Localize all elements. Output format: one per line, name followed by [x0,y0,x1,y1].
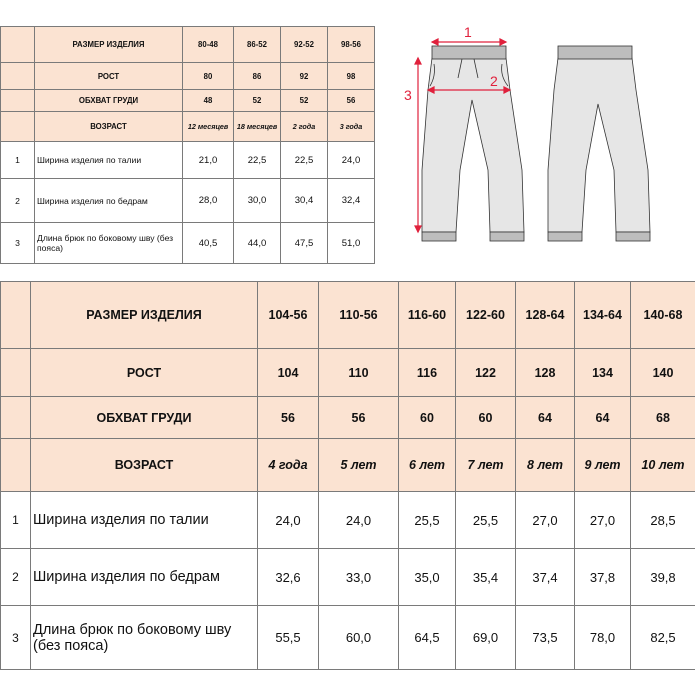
pants-back-view [548,46,650,241]
header-label: ОБХВАТ ГРУДИ [31,397,258,439]
row-value: 35,4 [456,549,516,606]
header-row-chest [1,397,695,439]
corner-cell [1,282,31,349]
row-value: 32,4 [328,179,375,223]
row-name: Ширина изделия по бедрам [31,549,258,606]
header-value: 3 года [328,112,375,142]
size-table-large [0,281,695,670]
row-name: Длина брюк по боковому шву (без пояса) [35,223,183,264]
row-value: 24,0 [328,142,375,179]
header-value: 4 года [258,439,319,492]
row-value: 37,8 [575,549,631,606]
row-name: Ширина изделия по талии [35,142,183,179]
header-label: ОБХВАТ ГРУДИ [35,90,183,112]
row-value: 25,5 [399,492,456,549]
pants-front-view [422,46,524,241]
row-value: 69,0 [456,606,516,670]
header-value: 122-60 [456,282,516,349]
header-value: 52 [234,90,281,112]
pants-measurement-diagram [398,20,688,260]
waistband-front [432,46,506,59]
corner-cell [1,27,35,63]
header-label: ВОЗРАСТ [35,112,183,142]
row-value: 24,0 [319,492,399,549]
header-value: 110-56 [319,282,399,349]
header-value: 86-52 [234,27,281,63]
row-value: 22,5 [281,142,328,179]
size-table-small [0,26,375,264]
header-value: 10 лет [631,439,695,492]
header-row-height [1,63,375,90]
header-value: 12 месяцев [183,112,234,142]
header-value: 64 [516,397,575,439]
corner-cell [1,349,31,397]
row-value: 21,0 [183,142,234,179]
header-value: 122 [456,349,516,397]
cuff-right-back [616,232,650,241]
header-value: 56 [328,90,375,112]
header-value: 8 лет [516,439,575,492]
corner-cell [1,397,31,439]
cuff-left-front [422,232,456,241]
header-value: 56 [258,397,319,439]
cuff-left-back [548,232,582,241]
pants-front-body [422,58,524,232]
row-value: 28,5 [631,492,695,549]
header-label: РАЗМЕР ИЗДЕЛИЯ [35,27,183,63]
row-value: 32,6 [258,549,319,606]
header-value: 116-60 [399,282,456,349]
header-label: РАЗМЕР ИЗДЕЛИЯ [31,282,258,349]
header-value: 128 [516,349,575,397]
row-name: Ширина изделия по талии [31,492,258,549]
measure-label-length: 3 [404,87,412,103]
arrow-head [415,226,421,232]
header-value: 110 [319,349,399,397]
header-value: 92 [281,63,328,90]
row-value: 30,0 [234,179,281,223]
pants-back-body [548,58,650,232]
waistband-back [558,46,632,59]
header-value: 134 [575,349,631,397]
arrow-head [415,58,421,64]
header-label: ВОЗРАСТ [31,439,258,492]
table-row [1,223,375,264]
header-value: 98 [328,63,375,90]
header-value: 92-52 [281,27,328,63]
header-value: 5 лет [319,439,399,492]
row-value: 33,0 [319,549,399,606]
header-row-chest [1,90,375,112]
header-value: 52 [281,90,328,112]
header-value: 64 [575,397,631,439]
row-value: 27,0 [516,492,575,549]
header-value: 48 [183,90,234,112]
header-value: 56 [319,397,399,439]
table-row [1,179,375,223]
header-value: 60 [456,397,516,439]
row-number: 3 [1,606,31,670]
header-value: 128-64 [516,282,575,349]
corner-cell [1,112,35,142]
header-row-size [1,282,695,349]
row-value: 44,0 [234,223,281,264]
row-value: 64,5 [399,606,456,670]
arrow-head [432,39,438,45]
row-value: 39,8 [631,549,695,606]
header-value: 98-56 [328,27,375,63]
row-number: 2 [1,179,35,223]
corner-cell [1,63,35,90]
header-value: 80-48 [183,27,234,63]
row-value: 35,0 [399,549,456,606]
header-value: 116 [399,349,456,397]
row-value: 28,0 [183,179,234,223]
header-value: 60 [399,397,456,439]
row-number: 1 [1,142,35,179]
table-row [1,492,695,549]
header-value: 104 [258,349,319,397]
row-name: Длина брюк по боковому шву (без пояса) [31,606,258,670]
header-label: РОСТ [31,349,258,397]
arrow-head [500,39,506,45]
measure-label-hips: 2 [490,73,498,89]
measure-label-waist: 1 [464,24,472,40]
row-value: 40,5 [183,223,234,264]
header-value: 140 [631,349,695,397]
header-row-height [1,349,695,397]
table-row [1,606,695,670]
row-number: 2 [1,549,31,606]
row-value: 37,4 [516,549,575,606]
corner-cell [1,439,31,492]
row-value: 78,0 [575,606,631,670]
header-value: 140-68 [631,282,695,349]
header-label: РОСТ [35,63,183,90]
row-value: 30,4 [281,179,328,223]
cuff-right-front [490,232,524,241]
header-value: 86 [234,63,281,90]
header-row-age [1,112,375,142]
corner-cell [1,90,35,112]
row-value: 47,5 [281,223,328,264]
header-value: 6 лет [399,439,456,492]
row-value: 25,5 [456,492,516,549]
table-row [1,549,695,606]
row-value: 24,0 [258,492,319,549]
row-value: 27,0 [575,492,631,549]
row-number: 3 [1,223,35,264]
row-number: 1 [1,492,31,549]
row-value: 55,5 [258,606,319,670]
header-value: 7 лет [456,439,516,492]
table-row [1,142,375,179]
row-value: 22,5 [234,142,281,179]
header-value: 9 лет [575,439,631,492]
header-value: 18 месяцев [234,112,281,142]
header-value: 104-56 [258,282,319,349]
row-value: 51,0 [328,223,375,264]
row-value: 82,5 [631,606,695,670]
header-value: 68 [631,397,695,439]
header-row-size [1,27,375,63]
header-value: 80 [183,63,234,90]
row-value: 73,5 [516,606,575,670]
header-value: 2 года [281,112,328,142]
row-value: 60,0 [319,606,399,670]
header-row-age [1,439,695,492]
header-value: 134-64 [575,282,631,349]
row-name: Ширина изделия по бедрам [35,179,183,223]
